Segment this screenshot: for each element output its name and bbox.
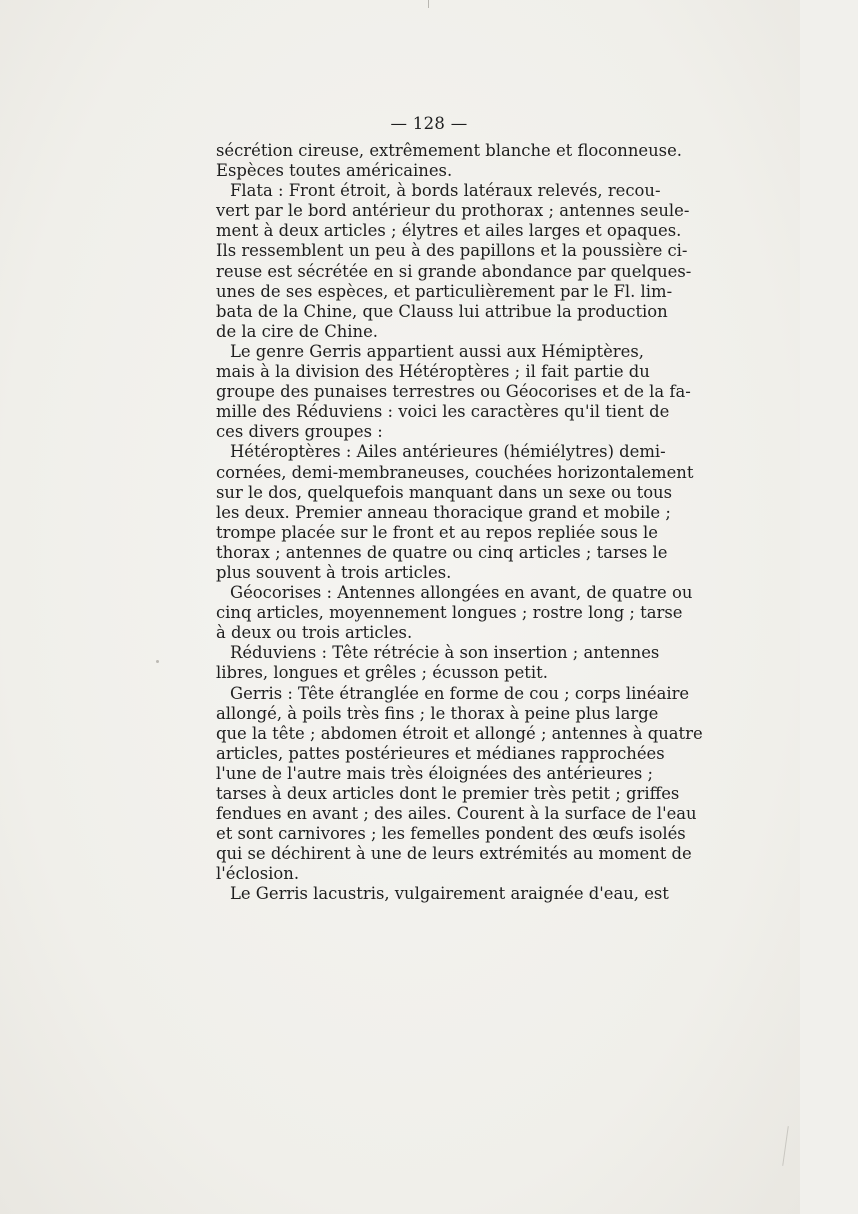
text-line: cornées, demi-membraneuses, couchées horizontalement [216,462,694,482]
text-line: reuse est sécrétée en si grande abondance par quelques- [216,261,692,281]
text-line: ment à deux articles ; élytres et ailes larges et opaques. [216,221,682,241]
page-number: — 128 — [390,114,468,133]
text-line: trompe placée sur le front et au repos repliée sous le [216,522,658,542]
body-text [216,141,703,905]
text-line: fendues en avant ; des ailes. Courent à la surface de l'eau [216,804,697,824]
text-line: sur le dos, quelquefois manquant dans un sexe ou tous [216,482,673,502]
text-line: groupe des punaises terrestres ou Géocorises et de la fa- [216,382,691,402]
text-line: sécrétion cireuse, extrêmement blanche et floconneuse. [216,141,682,160]
paper-speck [156,660,159,663]
text-line: vert par le bord antérieur du prothorax ; antennes seule- [216,201,690,221]
scan-mark [428,0,429,8]
text-line: libres, longues et grêles ; écusson petit. [216,663,548,683]
text-line: l'une de l'autre mais très éloignées des antérieures ; [216,763,654,783]
text-line: que la tête ; abdomen étroit et allongé ; antennes à quatre [216,723,703,743]
text-line: Le Gerris lacustris, vulgairement araignée d'eau, est [230,884,669,904]
text-line: mille des Réduviens : voici les caractères qu'il tient de [216,402,670,422]
text-line: et sont carnivores ; les femelles pondent des œufs isolés [216,824,686,844]
text-line: Géocorises : Antennes allongées en avant, de quatre ou [230,583,693,603]
text-line: Réduviens : Tête rétrécie à son insertion ; antennes [230,643,660,663]
text-line: mais à la division des Hétéroptères ; il fait partie du [216,362,650,382]
text-line: Gerris : Tête étranglée en forme de cou ; corps linéaire [230,683,690,703]
text-line: bata de la Chine, que Clauss lui attribue la production [216,301,668,321]
text-line: à deux ou trois articles. [216,623,413,643]
text-line: unes de ses espèces, et particulièrement par le Fl. lim- [216,281,673,301]
text-line: Hétéroptères : Ailes antérieures (hémiélytres) demi- [230,442,666,462]
text-line: Ils ressemblent un peu à des papillons et la poussière ci- [216,241,688,261]
text-line: Le genre Gerris appartient aussi aux Hémiptères, [230,341,644,361]
text-line: thorax ; antennes de quatre ou cinq articles ; tarses le [216,542,668,562]
text-line: plus souvent à trois articles. [216,562,452,582]
scan-mark [782,1126,789,1166]
text-line: les deux. Premier anneau thoracique grand et mobile ; [216,502,671,522]
text-line: qui se déchirent à une de leurs extrémités au moment de [216,844,692,864]
text-line: l'éclosion. [216,864,300,884]
text-line: Flata : Front étroit, à bords latéraux relevés, recou- [230,181,661,201]
text-line: Espèces toutes américaines. [216,161,453,181]
text-line: cinq articles, moyennement longues ; rostre long ; tarse [216,603,683,623]
text-line: ces divers groupes : [216,422,383,442]
text-line: tarses à deux articles dont le premier très petit ; griffes [216,784,680,803]
text-line: articles, pattes postérieures et médianes rapprochées [216,743,665,763]
text-line: de la cire de Chine. [216,321,379,341]
text-line: allongé, à poils très fins ; le thorax à peine plus large [216,703,659,723]
